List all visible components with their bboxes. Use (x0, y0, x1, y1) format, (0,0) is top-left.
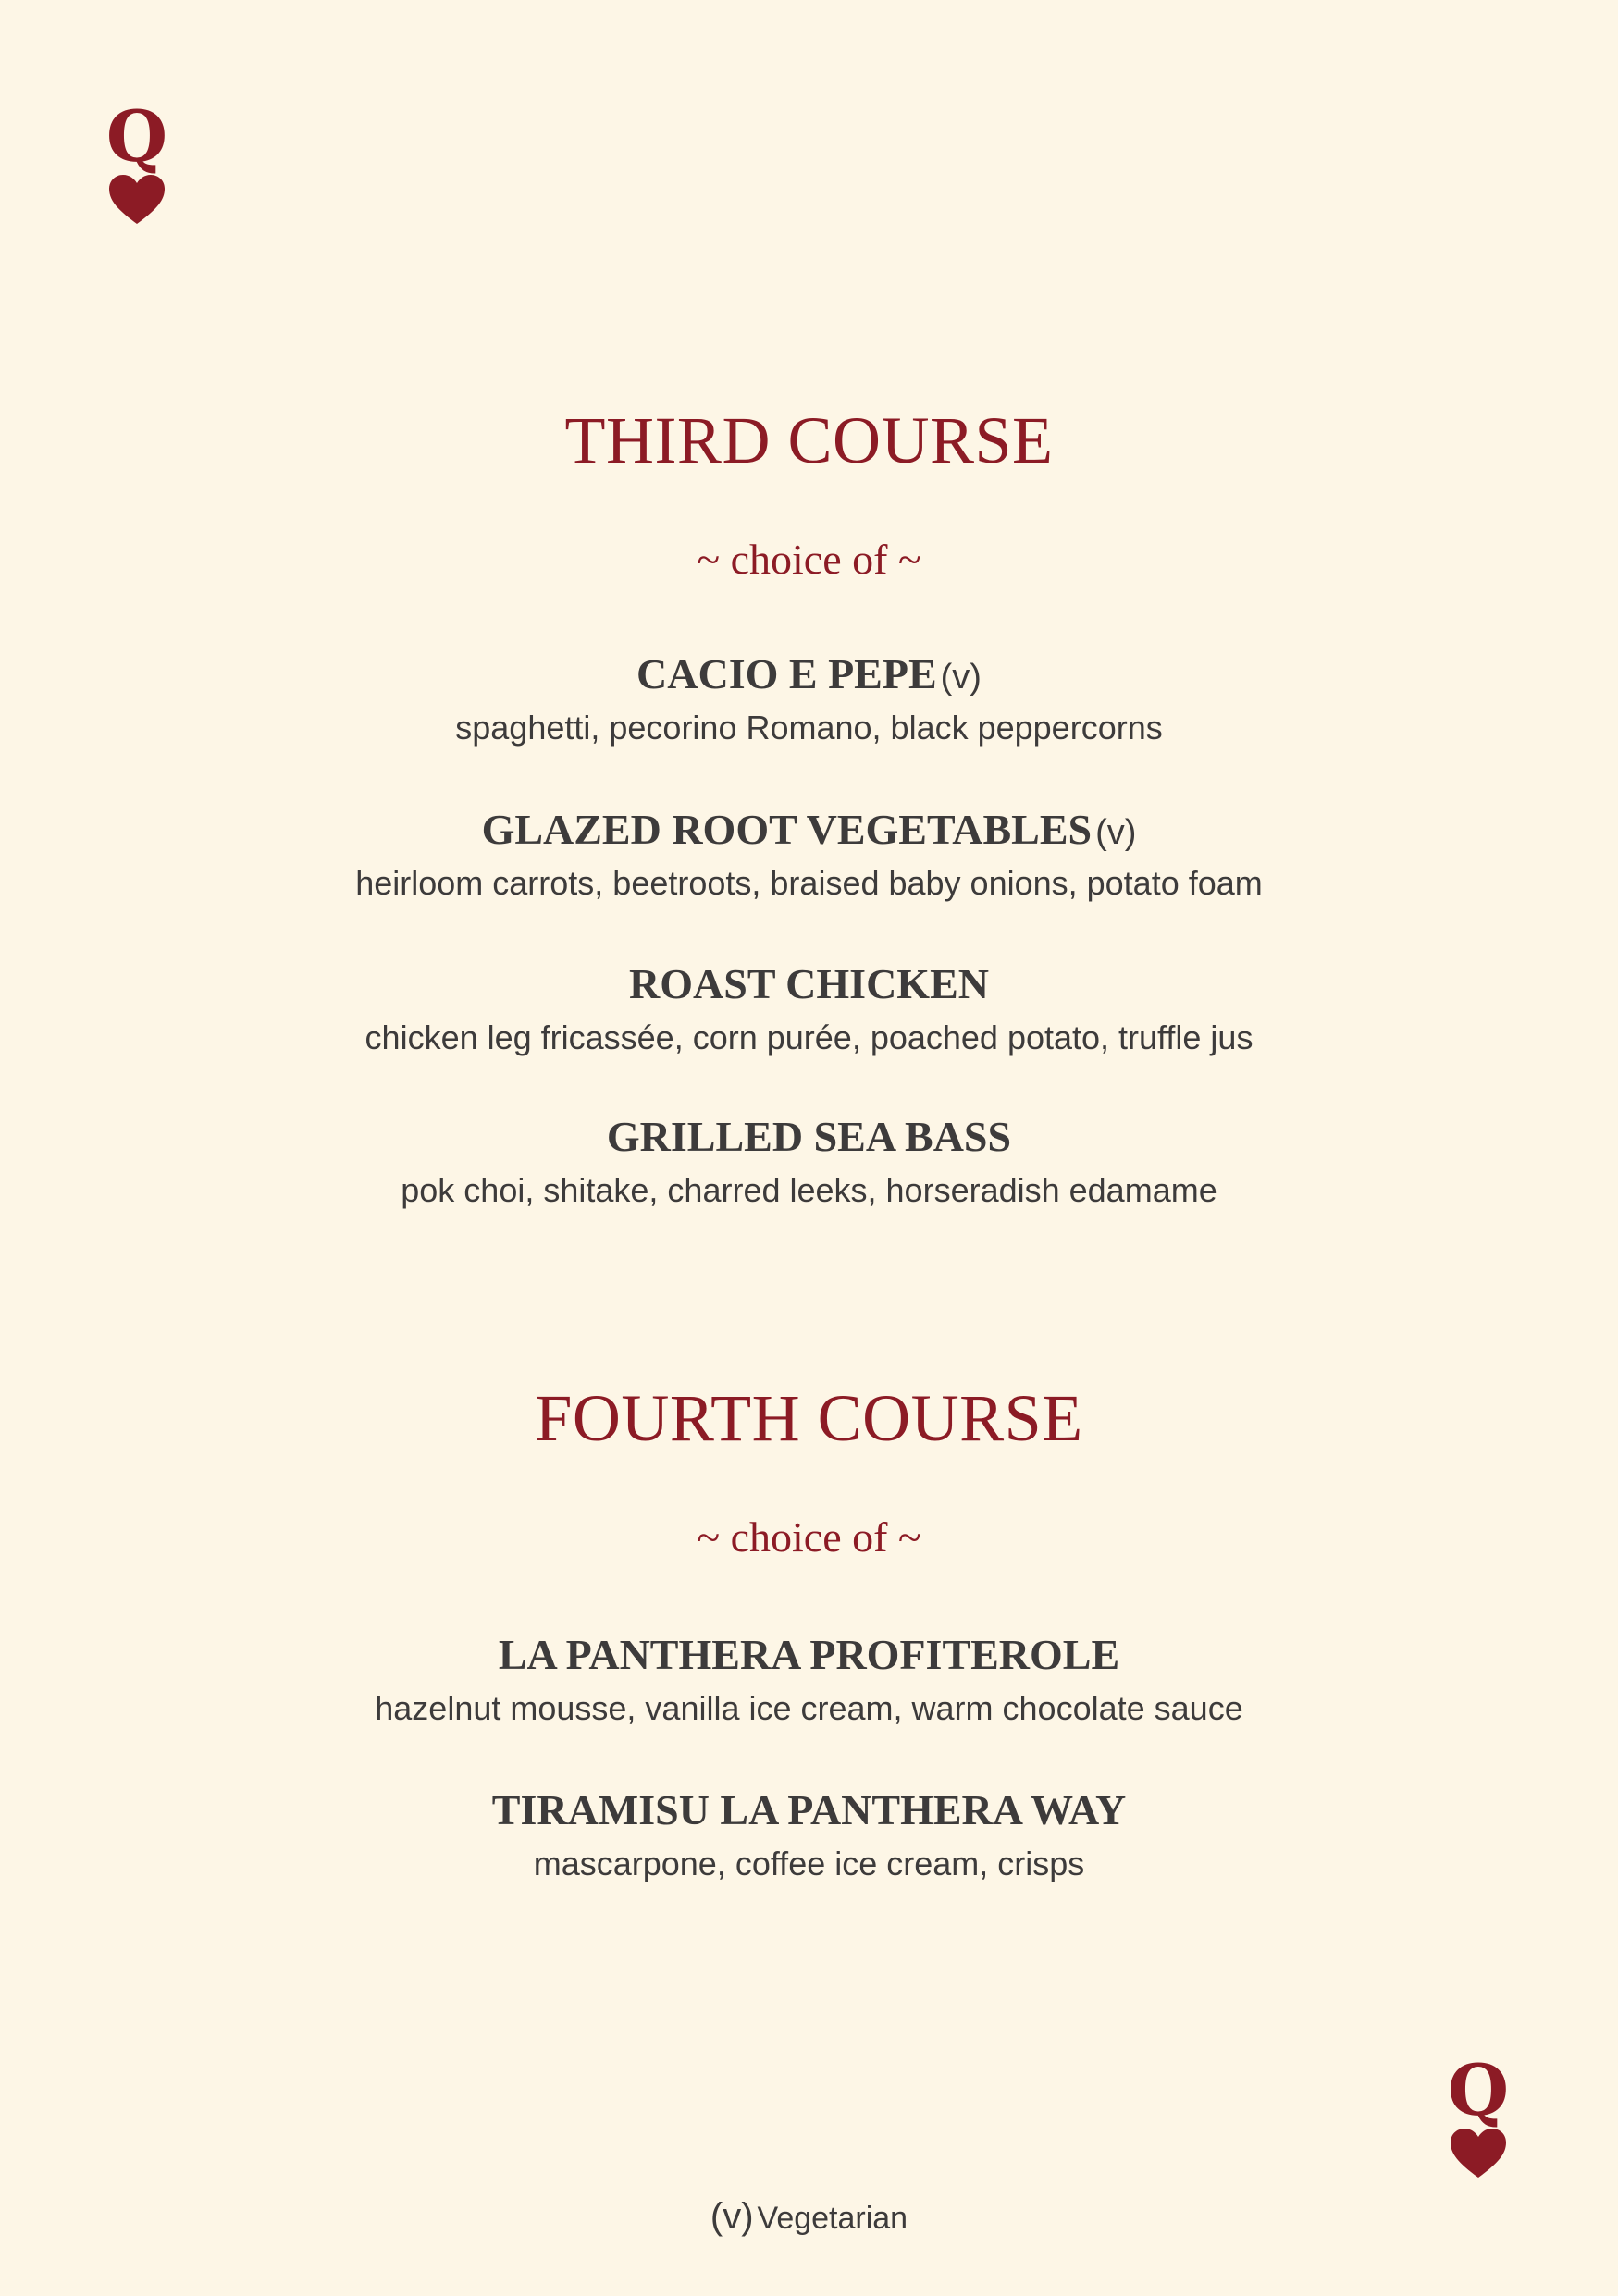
vegetarian-tag: (v) (1095, 813, 1137, 852)
course-subtitle-third (0, 535, 1618, 585)
vegetarian-tag: (v) (940, 658, 982, 697)
dish-name: GRILLED SEA BASS (606, 1113, 1012, 1160)
dish-item (0, 1785, 1618, 1885)
legend-label: Vegetarian (757, 2201, 908, 2236)
heart-icon (1446, 2128, 1511, 2179)
heart-icon (105, 174, 169, 226)
corner-mark-top-left (105, 95, 169, 226)
course-header-third (0, 403, 1618, 477)
course-header-fourth (0, 1381, 1618, 1455)
dish-item (0, 1112, 1618, 1212)
dish-name: LA PANTHERA PROFITEROLE (498, 1631, 1120, 1678)
course-subtitle-fourth (0, 1512, 1618, 1562)
vegetarian-legend (0, 2196, 1618, 2238)
dish-description: mascarpone, coffee ice cream, crisps (533, 1845, 1085, 1882)
dish-item (0, 649, 1618, 749)
course-subtitle: ~ choice of ~ (697, 536, 921, 583)
dish-description: pok choi, shitake, charred leeks, horseradish edamame (401, 1171, 1217, 1209)
course-title: THIRD COURSE (564, 403, 1054, 477)
corner-letter: Q (1447, 2049, 1510, 2131)
dish-item (0, 805, 1618, 905)
dish-description: spaghetti, pecorino Romano, black peppercorns (455, 709, 1163, 747)
dish-description: heirloom carrots, beetroots, braised baby onions, potato foam (355, 864, 1263, 902)
dish-item (0, 959, 1618, 1059)
corner-letter: Q (105, 95, 168, 178)
dish-name: ROAST CHICKEN (629, 960, 989, 1007)
dish-description: hazelnut mousse, vanilla ice cream, warm chocolate sauce (375, 1689, 1243, 1727)
course-subtitle: ~ choice of ~ (697, 1513, 921, 1561)
dish-item (0, 1630, 1618, 1730)
legend-tag: (v) (710, 2196, 754, 2237)
course-title: FOURTH COURSE (535, 1381, 1083, 1455)
corner-mark-bottom-right (1446, 2049, 1511, 2179)
dish-name: GLAZED ROOT VEGETABLES (481, 806, 1093, 853)
dish-description: chicken leg fricassée, corn purée, poached potato, truffle jus (364, 1018, 1254, 1056)
dish-name: TIRAMISU LA PANTHERA WAY (491, 1786, 1127, 1833)
dish-name: CACIO E PEPE (636, 650, 937, 697)
